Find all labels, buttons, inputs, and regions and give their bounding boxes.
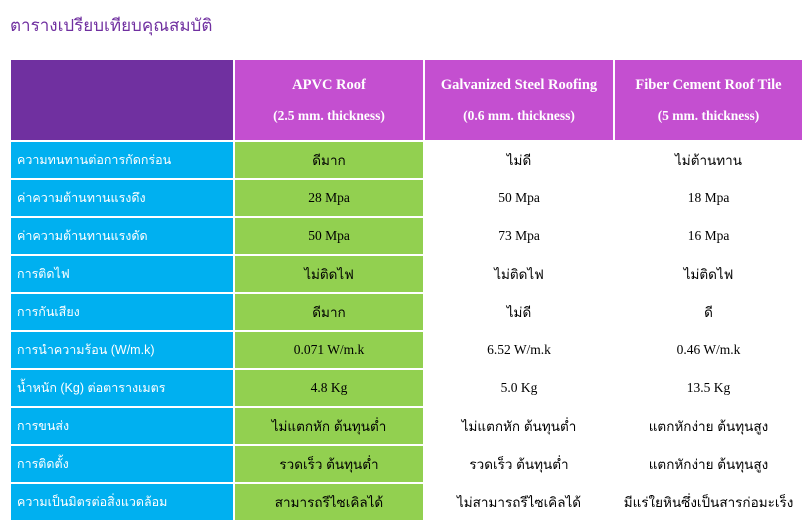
cell-fibercement: มีแร่ใยหินซึ่งเป็นสารก่อมะเร็ง xyxy=(614,483,803,521)
row-label: การติดตั้ง xyxy=(10,445,234,483)
cell-fibercement: 13.5 Kg xyxy=(614,369,803,407)
row-label: ค่าความต้านทานแรงดึง xyxy=(10,179,234,217)
table-header xyxy=(10,59,803,141)
table-row xyxy=(10,331,803,369)
table-row xyxy=(10,369,803,407)
cell-galvanized: ไม่ติดไฟ xyxy=(424,255,614,293)
row-label: ค่าความต้านทานแรงดัด xyxy=(10,217,234,255)
header-row xyxy=(10,59,803,141)
cell-fibercement: 18 Mpa xyxy=(614,179,803,217)
cell-apvc: 0.071 W/m.k xyxy=(234,331,424,369)
cell-galvanized: ไม่ดี xyxy=(424,141,614,179)
column-header-apvc-title: APVC Roof xyxy=(292,77,366,93)
table-row xyxy=(10,445,803,483)
cell-galvanized: 6.52 W/m.k xyxy=(424,331,614,369)
table-row xyxy=(10,217,803,255)
cell-apvc: ดีมาก xyxy=(234,141,424,179)
cell-galvanized: ไม่แตกหัก ต้นทุนต่ำ xyxy=(424,407,614,445)
column-header-galvanized xyxy=(424,59,614,141)
cell-galvanized: 73 Mpa xyxy=(424,217,614,255)
cell-apvc: สามารถรีไซเคิลได้ xyxy=(234,483,424,521)
cell-galvanized: ไม่ดี xyxy=(424,293,614,331)
cell-galvanized: 50 Mpa xyxy=(424,179,614,217)
cell-apvc: ไม่ติดไฟ xyxy=(234,255,424,293)
cell-galvanized: ไม่สามารถรีไซเคิลได้ xyxy=(424,483,614,521)
cell-fibercement: แตกหักง่าย ต้นทุนสูง xyxy=(614,445,803,483)
column-header-fibercement-title: Fiber Cement Roof Tile xyxy=(635,77,782,93)
cell-galvanized: 5.0 Kg xyxy=(424,369,614,407)
cell-fibercement: ไม่ต้านทาน xyxy=(614,141,803,179)
column-header-fibercement xyxy=(614,59,803,141)
column-header-apvc-subtitle: (2.5 mm. thickness) xyxy=(273,107,385,123)
table-body xyxy=(10,141,803,521)
cell-fibercement: 16 Mpa xyxy=(614,217,803,255)
cell-galvanized: รวดเร็ว ต้นทุนต่ำ xyxy=(424,445,614,483)
row-label: ความทนทานต่อการกัดกร่อน xyxy=(10,141,234,179)
page-title: ตารางเปรียบเทียบคุณสมบัติ xyxy=(10,16,213,35)
table-row xyxy=(10,255,803,293)
cell-apvc: รวดเร็ว ต้นทุนต่ำ xyxy=(234,445,424,483)
header-corner-cell xyxy=(10,59,234,141)
table-row xyxy=(10,141,803,179)
column-header-galvanized-subtitle: (0.6 mm. thickness) xyxy=(463,107,575,123)
column-header-fibercement-subtitle: (5 mm. thickness) xyxy=(657,107,760,123)
column-header-galvanized-title: Galvanized Steel Roofing xyxy=(440,77,598,93)
cell-apvc: ไม่แตกหัก ต้นทุนต่ำ xyxy=(234,407,424,445)
row-label: การนำความร้อน (W/m.k) xyxy=(10,331,234,369)
column-header-apvc xyxy=(234,59,424,141)
cell-apvc: 28 Mpa xyxy=(234,179,424,217)
cell-fibercement: 0.46 W/m.k xyxy=(614,331,803,369)
row-label: ความเป็นมิตรต่อสิ่งแวดล้อม xyxy=(10,483,234,521)
cell-fibercement: ไม่ติดไฟ xyxy=(614,255,803,293)
row-label: น้ำหนัก (Kg) ต่อตารางเมตร xyxy=(10,369,234,407)
row-label: การกันเสียง xyxy=(10,293,234,331)
cell-fibercement: แตกหักง่าย ต้นทุนสูง xyxy=(614,407,803,445)
row-label: การขนส่ง xyxy=(10,407,234,445)
cell-apvc: 50 Mpa xyxy=(234,217,424,255)
comparison-table xyxy=(9,58,804,522)
row-label: การติดไฟ xyxy=(10,255,234,293)
cell-apvc: 4.8 Kg xyxy=(234,369,424,407)
cell-apvc: ดีมาก xyxy=(234,293,424,331)
table-row xyxy=(10,179,803,217)
cell-fibercement: ดี xyxy=(614,293,803,331)
table-row xyxy=(10,407,803,445)
table-row xyxy=(10,293,803,331)
table-row xyxy=(10,483,803,521)
